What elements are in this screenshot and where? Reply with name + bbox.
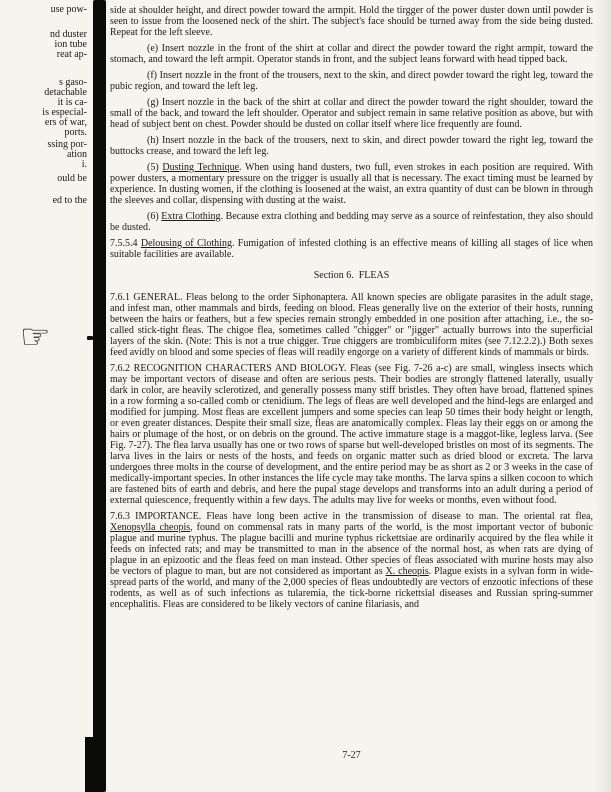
margin-fragment: ion tube [54,39,87,50]
margin-fragment: use pow- [50,4,87,15]
para-7-6-2-recognition: 7.6.2 RECOGNITION CHARACTERS AND BIOLOGY. Fleas (see Fig. 7-26 a-c) are small, wingless insects which may be important vectors of disease and often are serious pests. Their bodies are strongly flattened laterally, usually dark in color, are heavily sclerotized, and generally possess many stiff bristles. They often have broad, flattened spines in a row forming a so-called comb or ctenidium. The legs of fleas are well developed and the hind-legs are enlarged and modified for jumping. Most fleas are excellent jumpers and some species can leap 50 times their body height or length, or even greater distances. Despite their small size, fleas are anatomically complex. Fleas lay their eggs on or among the hairs or plumage of the host, or on debris on the ground. The active immature stage is a maggot-like, legless larva. (See Fig. 7-27). The flea larva usually has one or two rows of sparse but well-developed bristles on most of its segments. The larva lives in the lairs or nests of the hosts, and feeds on organic matter such as dried blood or excreta. The larva undergoes three molts in the course of development, and the entire period may be as short as 2 or 3 weeks in the case of medically-important species. In other instances the life cycle may take months. The larva spins a silken cocoon to which are fastened bits of earth and debris, and here the pupal stage develops and transforms into an adult during a period of external quiescence, frequently within a few days. The adults may live for weeks or months, even without food. [110,363,593,506]
para-7-6-1-general: 7.6.1 GENERAL. Fleas belong to the order Siphonaptera. All known species are obligate parasites in the adult stage, and infest man, other mammals and birds, feeding on blood. Fleas generally live on the exterior of their hosts, running between the hairs or feathers, but a few species remain strongly embedded in one position after attaching, i.e., the so-called stick-tight fleas. The chigoe flea, sometimes called "chigger" or "jigger" actually burrows into the superficial layers of the skin. (Note: This is not a true chigger. True chiggers are trombiculiform mites (see 7.12.2.2).) Both sexes feed avidly on blood and some species of fleas will readily engorge on a variety of different kinds of mammals or birds. [110,292,593,358]
margin-fragment: i. [81,159,87,170]
margin-fragment: it is ca- [57,97,87,108]
text-column [110,5,593,615]
page-number: 7-27 [342,750,361,761]
scan-edge-shadow [595,0,611,792]
para-g: (g) Insert nozzle in the back of the shirt at collar and direct the powder toward the right shoulder, toward the small of the back, and toward the left shoulder. Operator and subject remain in same relative position as above, but with head of subject bent on chest. Powder should be dusted on collar itself where lice frequently are found. [110,97,593,130]
para-e: (e) Insert nozzle in the front of the shirt at collar and direct the powder toward the right armpit, toward the stomach, and toward the left armpit. Operator stands in front, and the subject leans forward with head tipped back. [110,43,593,65]
margin-fragment: s gaso- [58,77,87,88]
margin-fragment: is especial- [42,107,87,118]
para-6-extra-clothing: (6) Extra Clothing. Because extra clothing and bedding may serve as a source of reinfestation, they also should be dusted. [110,211,593,233]
para-7-5-5-4-delousing-of-clothing: 7.5.5.4 Delousing of Clothing. Fumigation of infested clothing is an effective means of killing all stages of lice when suitable facilities are available. [110,238,594,260]
margin-fragment: ssing por- [47,139,87,150]
binding-bar-foot [85,737,104,792]
scan-artifact [87,336,93,340]
binding-bar [93,0,106,792]
para-7-6-3-importance: 7.6.3 IMPORTANCE. Fleas have long been active in the transmission of disease to man. The oriental rat flea, Xenopsylla cheopis, found on commensal rats in many parts of the world, is the most important vector of bubonic plague and murine typhus. The plague bacilli and murine typhus rickettsiae are ordinarily acquired by the flea while it feeds on infected rats; and may be transmitted to man in the absence of the normal host, as when rats are dying of plague in an epizootic and the fleas feed on man instead. Other species of fleas associated with murine hosts may also be vectors of plague to man, but are not considered as important as X. cheopis. Plague exists in a sylvan form in wide-spread parts of the world, and many of the 2,000 species of fleas undoubtedly are vectors of enzootic infections of these rodents, as well as of such infections as tularemia, the tick-borne rickettsial diseases and Russian spring-summer encephalitis. Fleas are considered to be likely vectors of canine filariasis, and [110,511,593,610]
section-6-heading: Section 6. FLEAS [313,270,390,281]
para-f: (f) Insert nozzle in the front of the trousers, next to the skin, and direct powder toward the right leg, toward the pubic region, and toward the left leg. [110,70,593,92]
margin-fragment: ers of war, [44,117,87,128]
margin-fragments [0,0,90,792]
margin-fragment: ed to the [52,195,87,206]
para-dusting-continuation: side at shoulder height, and direct powder toward the armpit. Hold the tirgger of the power duster down until powder is seen to issue from the loosened neck of the shirt. The subject's face should be turned away from the side being dusted. Repeat for the left sleeve. [110,5,593,38]
margin-fragment: ports. [64,127,87,138]
margin-fragment: reat ap- [56,49,87,60]
para-5-dusting-technique: (5) Dusting Technique. When using hand dusters, two full, even strokes in each position are required. With power dusters, a momentary pressure on the trigger is usually all that is necessary. The exact timing must be learned by experience. In dusting women, if the clothing is loosened at the waist, an extra quantity of dust can be blown in through the sleeves and collar, dispensing with dusting at the waist. [110,162,593,206]
margin-fragment: nd duster [50,29,87,40]
para-h: (h) Insert nozzle in the back of the trousers, next to skin, and direct powder toward the right leg, toward the buttocks crease, and toward the left leg. [110,135,593,157]
margin-fragment: ould be [57,173,87,184]
margin-fragment: ation [67,149,87,160]
pointing-hand-icon: ☞ [20,317,51,357]
margin-fragment: detachable [44,87,87,98]
